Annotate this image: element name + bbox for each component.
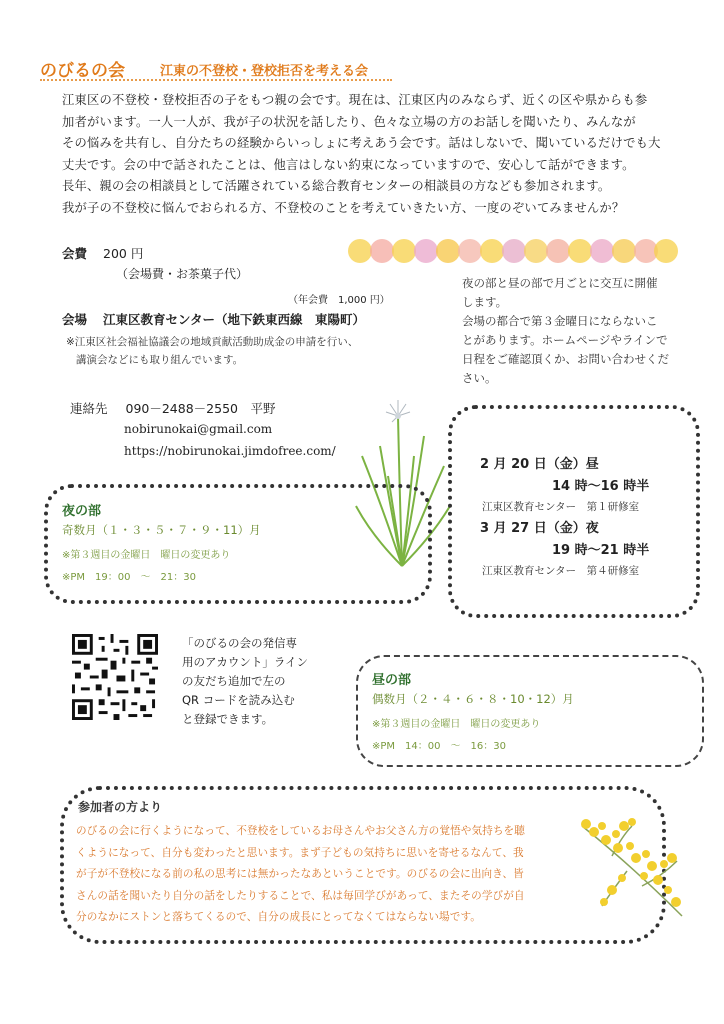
fee-amount: 200 円	[103, 246, 144, 261]
intro-line: その悩みを共有し、自分たちの経験からいっしょに考えあう会です。話はしないで、聞いているだけでも大	[62, 136, 661, 150]
noon-time: ※PM 14：00 ～ 16：30	[372, 741, 506, 752]
voices-text	[76, 821, 646, 929]
schedule-note-line: 会場の都合で第３金曜日にならないこ	[462, 314, 658, 328]
schedule-time: 14 時～16 時半	[552, 479, 650, 494]
line-info-line: 用のアカウント」ライン	[182, 655, 309, 669]
dot-decoration	[568, 239, 592, 263]
noon-months: 偶数月（２・４・６・８・10・12）月	[372, 692, 574, 706]
noon-session-box	[356, 655, 704, 767]
dot-decoration	[654, 239, 678, 263]
venue-note-line: 講演会などにも取り組んでいます。	[76, 354, 244, 366]
night-note: ※第３週目の金曜日 曜日の変更あり	[62, 550, 231, 561]
dot-decoration	[458, 239, 482, 263]
line-info-line: QR コードを読み込む	[182, 693, 295, 707]
schedule-date: 2 月 20 日（金）昼	[480, 457, 599, 472]
schedule-note-line: とがあります。ホームページやラインで	[462, 333, 668, 347]
line-qr-code[interactable]	[72, 634, 158, 720]
intro-line: 我が子の不登校に悩んでおられる方、不登校のことを考えていきたい方、一度のぞいてみませんか？	[62, 200, 625, 215]
fee-row	[62, 244, 143, 262]
venue-note-line: ※江東区社会福祉協議会の地域貢献活動助成金の申請を行い、	[66, 336, 359, 348]
contact-email[interactable]: nobirunokai@gmail.com	[124, 422, 273, 436]
schedule-place: 江東区教育センター 第４研修室	[482, 565, 640, 577]
fee-label: 会費	[62, 246, 88, 261]
dot-decoration	[436, 239, 460, 263]
dot-decoration	[546, 239, 570, 263]
contact-row	[70, 399, 275, 417]
line-info-line: の友だち追加で左の	[182, 674, 286, 688]
schedule-place: 江東区教育センター 第１研修室	[482, 501, 640, 513]
night-session-box	[44, 484, 432, 604]
mimosa-flower-illustration	[572, 806, 692, 926]
dot-decoration	[612, 239, 636, 263]
dot-decoration	[590, 239, 614, 263]
schedule-time: 19 時～21 時半	[552, 543, 650, 558]
page-title: のびるの会	[40, 61, 125, 81]
schedule-note-line: します。	[462, 295, 508, 309]
night-time: ※PM 19：00 ～ 21：30	[62, 572, 196, 583]
line-account-info	[182, 634, 342, 729]
title-underline	[40, 79, 392, 81]
dot-decoration	[524, 239, 548, 263]
intro-line: 丈夫です。会の中で話されたことは、他言はしない約束になっていますので、安心して話ができます。	[62, 157, 635, 172]
contact-url[interactable]: https://nobirunokai.jimdofree.com/	[124, 444, 336, 458]
voices-line: くようになって、自分も変わったと思います。まず子どもの気持ちに思いを寄せるなんて、我	[76, 846, 524, 859]
schedule-box	[448, 405, 700, 618]
intro-line: 江東区の不登校・登校拒否の子をもつ親の会です。現在は、江東区内のみならず、近くの区や県からも参	[62, 93, 648, 107]
voices-title: 参加者の方より	[78, 800, 163, 814]
noon-note: ※第３週目の金曜日 曜日の変更あり	[372, 719, 541, 730]
venue-note	[66, 333, 396, 369]
dot-decoration	[502, 239, 526, 263]
schedule-date: 3 月 27 日（金）夜	[480, 521, 599, 536]
schedule-note-line: 日程をご確認頂くか、お問い合わせくだ	[462, 352, 669, 366]
watercolor-dots-decoration	[348, 236, 678, 266]
voices-line: 分のなかにストンと落ちてくるので、自分の成長にとってなくてはならない場です。	[76, 911, 481, 923]
fee-annual: （年会費 1,000 円）	[288, 295, 390, 306]
venue-row	[62, 310, 365, 328]
intro-line: 長年、親の会の相談員として活躍されている総合教育センターの相談員の方なども参加されます。	[62, 179, 611, 193]
voices-line: が子が不登校になる前の私の思考には無かったなあということです。のびるの会に出向き、皆	[76, 868, 524, 880]
dot-decoration	[348, 239, 372, 263]
schedule-note	[462, 274, 694, 388]
line-info-line: と登録できます。	[182, 712, 274, 726]
contact-phone: 090－2488－2550 平野	[125, 401, 276, 416]
dot-decoration	[480, 239, 504, 263]
dot-decoration	[392, 239, 416, 263]
intro-line: 加者がいます。一人一人が、我が子の状況を話したり、色々な立場の方のお話しを聞いたり、みんなが	[62, 114, 636, 129]
schedule-note-line: さい。	[462, 371, 497, 385]
voices-line: のびるの会に行くようになって、不登校をしているお母さんやお父さん方の覚悟や気持ちを聴	[76, 825, 525, 837]
dot-decoration	[414, 239, 438, 263]
schedule-note-line: 夜の部と昼の部で月ごとに交互に開催	[462, 276, 658, 290]
intro-text	[62, 90, 682, 219]
fee-note: （会場費・お茶菓子代）	[116, 267, 249, 281]
noon-title: 昼の部	[372, 673, 412, 688]
venue-label: 会場	[62, 312, 88, 327]
night-title: 夜の部	[62, 504, 102, 519]
venue-name: 江東区教育センター（地下鉄東西線 東陽町）	[103, 312, 366, 327]
night-months: 奇数月（１・３・５・７・９・11）月	[62, 523, 261, 537]
line-info-line: 「のびるの会の発信専	[182, 636, 297, 650]
page-subtitle: 江東の不登校・登校拒否を考える会	[160, 64, 369, 79]
dot-decoration	[370, 239, 394, 263]
voices-line: さんの話を聞いたり自分の話をしたりすることで、私は毎回学びがあって、またその学びが自	[76, 889, 525, 902]
contact-label: 連絡先	[70, 401, 108, 416]
